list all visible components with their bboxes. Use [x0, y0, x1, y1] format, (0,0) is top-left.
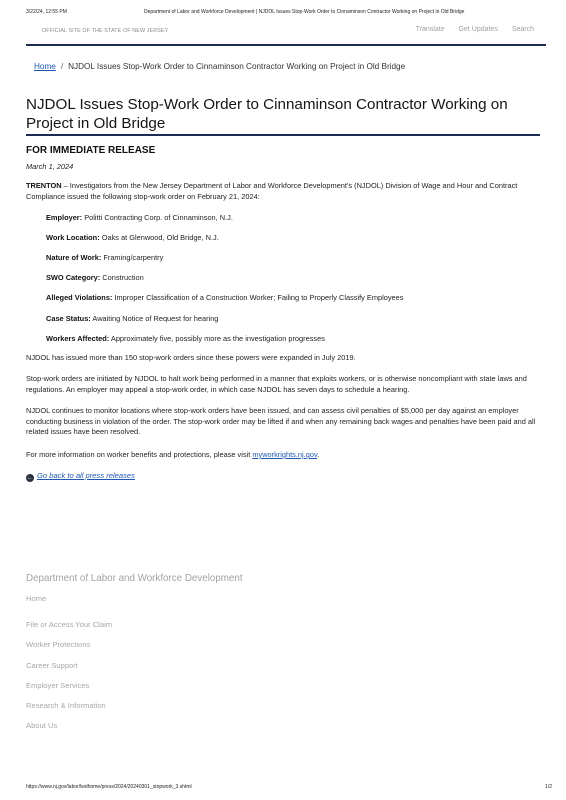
- release-label: FOR IMMEDIATE RELEASE: [26, 145, 156, 156]
- release-date: March 1, 2024: [26, 162, 74, 171]
- lead-paragraph: [26, 181, 538, 202]
- breadcrumb-separator: /: [60, 62, 64, 71]
- footer-link-home[interactable]: Home: [26, 594, 47, 603]
- utility-links: [404, 26, 534, 33]
- paragraph-more-info: For more information on worker benefits and protections, please visit myworkrights.nj.gov.: [26, 450, 320, 459]
- print-timestamp: 3/22/24, 12:55 PM: [26, 9, 67, 15]
- translate-link[interactable]: Translate: [415, 26, 445, 33]
- print-page-number: 1/2: [545, 784, 552, 790]
- title-divider: [26, 134, 540, 136]
- dateline: TRENTON: [26, 181, 62, 190]
- page-title: NJDOL Issues Stop-Work Order to Cinnaminson Contractor Working on Project in Old Bridge: [26, 96, 508, 132]
- footer-link-about-us[interactable]: About Us: [26, 721, 58, 730]
- lead-text: – Investigators from the New Jersey Department of Labor and Workforce Development's (NJDOL) Division of Wage and Hour and Contract Compliance issued the following stop-work order on February 21, 2024:: [26, 181, 518, 201]
- print-footer: [26, 784, 552, 790]
- detail-swo-category: SWO Category: Construction: [46, 273, 144, 282]
- footer-title: Department of Labor and Workforce Development: [26, 573, 243, 584]
- detail-nature-of-work: Nature of Work: Framing/carpentry: [46, 253, 164, 262]
- detail-workers-affected: Workers Affected: Approximately five, possibly more as the investigation progresses: [46, 334, 325, 343]
- breadcrumb-current: NJDOL Issues Stop-Work Order to Cinnaminson Contractor Working on Project in Old Bridge: [68, 62, 406, 71]
- detail-work-location: Work Location: Oaks at Glenwood, Old Bridge, N.J.: [46, 233, 219, 242]
- back-to-press-releases[interactable]: [26, 471, 135, 482]
- print-header: [26, 9, 540, 19]
- back-link-text[interactable]: Go back to all press releases: [37, 471, 135, 480]
- myworkrights-link[interactable]: myworkrights.nj.gov: [252, 450, 318, 459]
- footer-link-employer-services[interactable]: Employer Services: [26, 681, 90, 690]
- breadcrumb: [34, 62, 405, 71]
- print-url: https://www.nj.gov/labor/lwdhome/press/2024/20240301_stopwork_3.shtml: [26, 784, 192, 790]
- arrow-left-circle-icon: ←: [27, 475, 33, 481]
- footer-link-claim[interactable]: File or Access Your Claim: [26, 620, 113, 629]
- detail-employer: Employer: Politti Contracting Corp. of Cinnaminson, N.J.: [46, 213, 233, 222]
- search-link[interactable]: Search: [511, 26, 534, 33]
- paragraph-orders-count: NJDOL has issued more than 150 stop-work orders since these powers were expanded in July 2019.: [26, 353, 356, 362]
- official-site-label: OFFICIAL SITE OF THE STATE OF NEW JERSEY: [42, 28, 169, 34]
- print-page-title: Department of Labor and Workforce Development | NJDOL Issues Stop-Work Order to Cinnaminson Contractor Working on Project in Old Bridge: [144, 9, 465, 15]
- footer-link-research[interactable]: Research & Information: [26, 701, 106, 710]
- footer-link-career-support[interactable]: Career Support: [26, 661, 78, 670]
- footer-link-worker-protections[interactable]: Worker Protections: [26, 640, 91, 649]
- detail-alleged-violations: Alleged Violations: Improper Classification of a Construction Worker; Failing to Properly Classify Employees: [46, 293, 404, 302]
- paragraph-orders-initiation: Stop-work orders are initiated by NJDOL to halt work being performed in a manner that exploits workers, or is otherwise noncompliant with state laws and regulations. An employer may appeal a stop-work order, in which case NJDOL has seven days to schedule a hearing.: [26, 374, 527, 394]
- top-utility-bar: [26, 24, 546, 46]
- paragraph-penalties: NJDOL continues to monitor locations where stop-work orders have been issued, and can assess civil penalties of $5,000 per day against an employer conducting business in violation of the order. The stop-work order may be lifted if and when any remaining back wages and penalties have been paid and all related issues have been resolved.: [26, 406, 536, 436]
- get-updates-link[interactable]: Get Updates: [458, 26, 498, 33]
- breadcrumb-home-link[interactable]: Home: [34, 62, 56, 71]
- detail-case-status: Case Status: Awaiting Notice of Request for hearing: [46, 314, 219, 323]
